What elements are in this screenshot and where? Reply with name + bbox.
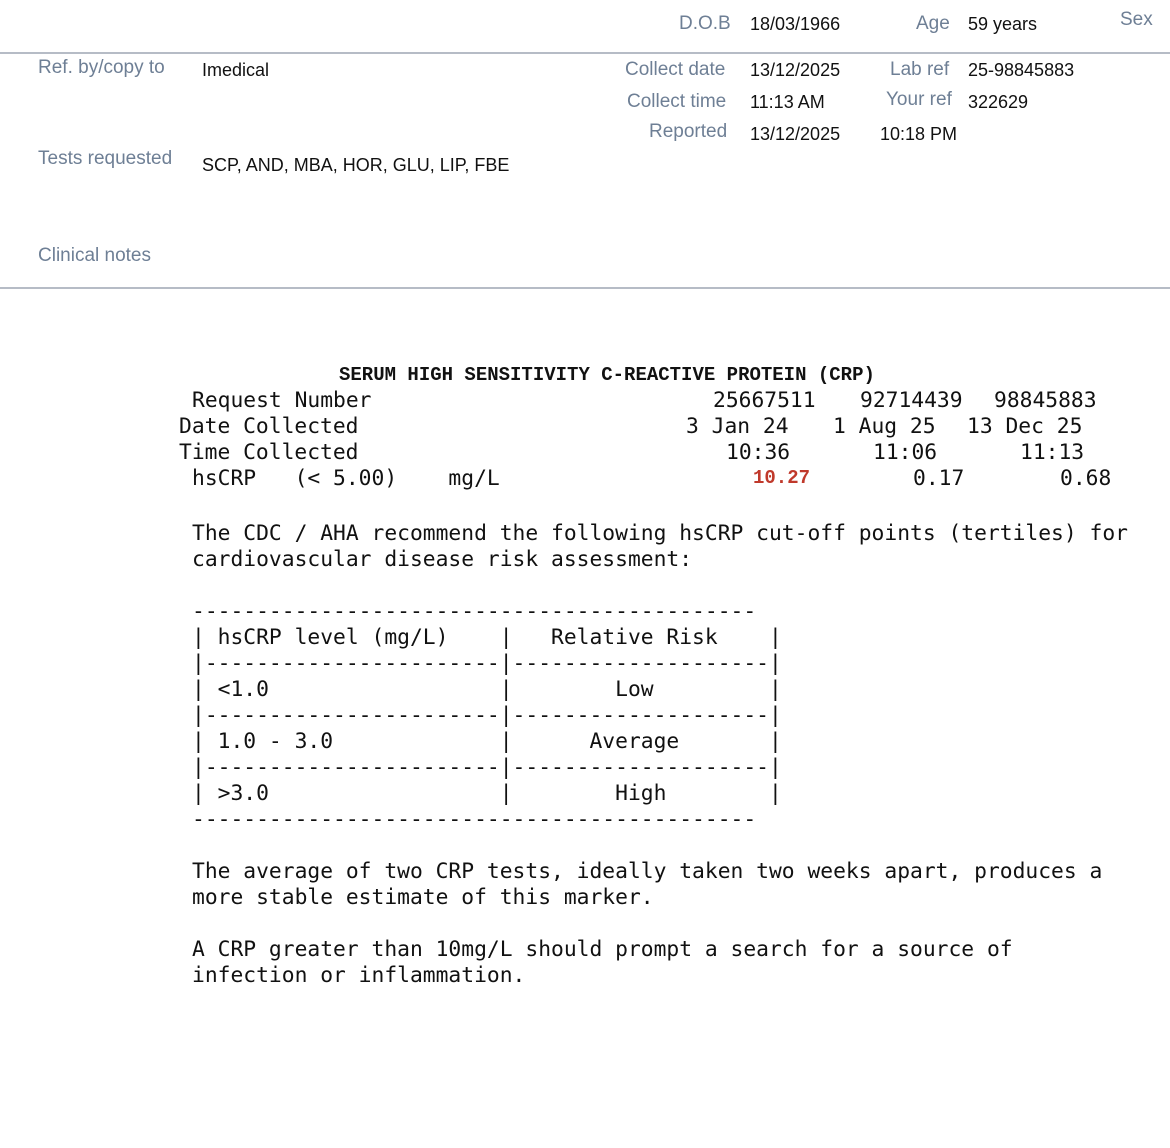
request-number-label: Request Number [192,388,372,413]
paragraph-2-line-1: The average of two CRP tests, ideally taken two weeks apart, produces a [192,859,1103,884]
date-collected-3: 13 Dec 25 [967,414,1083,439]
table-separator: |-----------------------|--------------------| [192,755,782,780]
hscrp-value-3: 0.68 [1060,466,1112,491]
time-collected-2: 11:06 [873,440,938,465]
reported-label: Reported [649,121,728,142]
age-value: 59 years [968,14,1038,34]
lab-ref-label: Lab ref [890,59,950,80]
request-number-3: 98845883 [994,388,1097,413]
collect-time-label: Collect time [627,91,727,112]
request-number-1: 25667511 [713,388,816,413]
tests-requested-value: SCP, AND, MBA, HOR, GLU, LIP, FBE [202,155,510,175]
age-label: Age [916,13,950,34]
date-collected-label: Date Collected [179,414,359,439]
intro-line-1: The CDC / AHA recommend the following hsCRP cut-off points (tertiles) for [192,521,1128,546]
paragraph-3-line-1: A CRP greater than 10mg/L should prompt a search for a source of [192,937,1013,962]
hscrp-label: hsCRP (< 5.00) mg/L [192,466,500,491]
time-collected-label: Time Collected [179,440,359,465]
hscrp-value-1-high: 10.27 [753,467,811,489]
header-divider [0,52,1170,54]
phone-value-fragment [750,0,860,2]
sex-label: Sex [1120,9,1153,30]
table-row-high: | >3.0 | High | [192,781,782,806]
tests-requested-label: Tests requested [38,148,173,169]
date-collected-2: 1 Aug 25 [833,414,936,439]
table-header-row: | hsCRP level (mg/L) | Relative Risk | [192,625,782,650]
report-comment [192,521,1128,989]
reported-date-value: 13/12/2025 [750,124,841,144]
collect-date-value: 13/12/2025 [750,60,841,80]
details-divider [0,287,1170,289]
paragraph-3-line-2: infection or inflammation. [192,963,526,988]
your-ref-label: Your ref [886,89,952,110]
paragraph-2-line-2: more stable estimate of this marker. [192,885,654,910]
table-border-bottom: -------------------------------------------- [192,807,757,832]
your-ref-value: 322629 [968,92,1029,112]
report-title: SERUM HIGH SENSITIVITY C-REACTIVE PROTEIN (CRP) [339,364,875,386]
table-separator: |-----------------------|--------------------| [192,703,782,728]
phone-label-fragment [674,0,734,2]
table-row-average: | 1.0 - 3.0 | Average | [192,729,782,754]
table-separator: |-----------------------|--------------------| [192,651,782,676]
spacer [192,911,1128,937]
time-collected-1: 10:36 [726,440,791,465]
spacer [192,833,1128,859]
hscrp-value-2: 0.17 [913,466,965,491]
table-row-low: | <1.0 | Low | [192,677,782,702]
lab-ref-value: 25-98845883 [968,60,1075,80]
date-collected-1: 3 Jan 24 [686,414,789,439]
dob-label: D.O.B [679,13,731,34]
collect-date-label: Collect date [625,59,726,80]
reported-time-value: 10:18 PM [880,124,958,144]
clinical-notes-label: Clinical notes [38,245,151,266]
collect-time-value: 11:13 AM [750,92,825,112]
time-collected-3: 11:13 [1020,440,1085,465]
request-number-2: 92714439 [860,388,963,413]
intro-line-2: cardiovascular disease risk assessment: [192,547,693,572]
ref-value: Imedical [202,60,270,80]
spacer [192,573,1128,599]
ref-label: Ref. by/copy to [38,57,165,78]
dob-value: 18/03/1966 [750,14,841,34]
table-border-top: -------------------------------------------- [192,599,757,624]
